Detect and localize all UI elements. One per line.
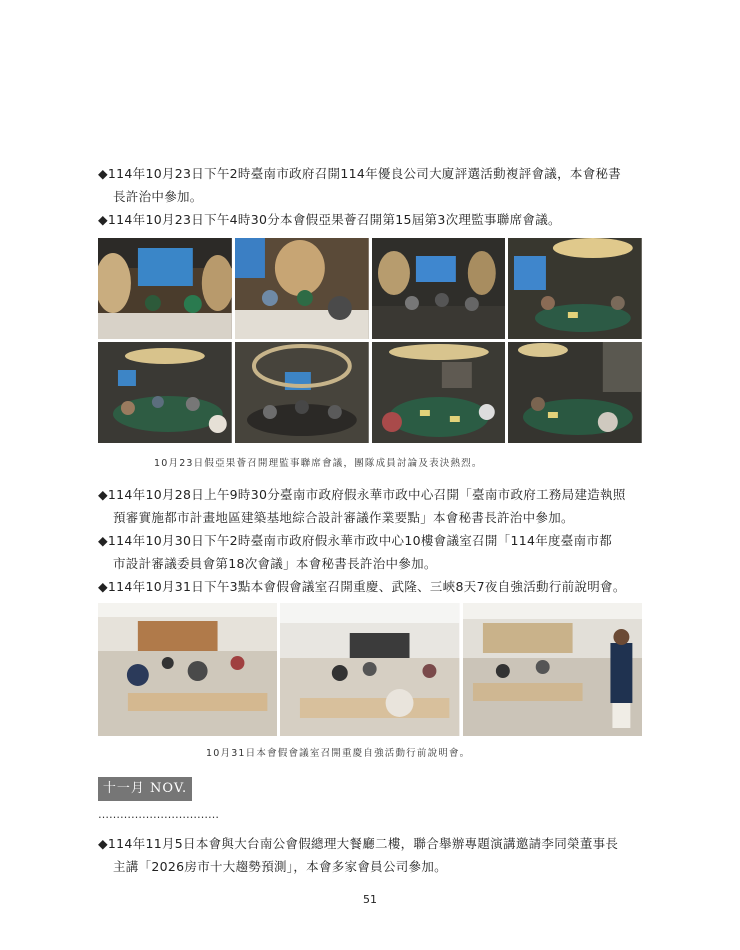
month-header: 十一月 NOV. [98, 777, 192, 801]
photo [280, 603, 459, 736]
photo [98, 342, 232, 443]
entry-oct23-council [98, 162, 658, 208]
entry-oct28-tainan-review [98, 483, 658, 529]
entry-line: ◆114年10月28日上午9時30分臺南市政府假永華市政中心召開「臺南市政府工務局建造執照 [98, 487, 626, 502]
photo [372, 238, 506, 339]
photo-caption: 10月31日本會假會議室召開重慶自強活動行前說明會。 [206, 748, 471, 759]
entry-line: ◆114年11月5日本會與大台南公會假總理大餐廳二樓，聯合舉辦專題演講邀請李同榮董事長 [98, 836, 619, 851]
photo [98, 603, 277, 736]
photo-caption: 10月23日假亞果薈召開理監事聯席會議，團隊成員討論及表決熱烈。 [154, 458, 483, 469]
entry-line: ◆114年10月31日下午3點本會假會議室召開重慶、武隆、三峽8天7夜自強活動行前說明會。 [98, 579, 626, 594]
section-divider: …………………………… [98, 808, 219, 821]
photo [508, 238, 642, 339]
entry-oct31-trip-briefing [98, 575, 658, 598]
photo [98, 238, 232, 339]
entry-line: ◆114年10月30日下午2時臺南市政府假永華市政中心10樓會議室召開「114年度臺南市都 [98, 533, 613, 548]
photo-grid-board-meeting [98, 238, 642, 443]
entry-oct30-urban-design [98, 529, 658, 575]
page-number: 51 [363, 893, 377, 906]
entry-line: ◆114年10月23日下午4時30分本會假亞果薈召開第15屆第3次理監事聯席會議。 [98, 212, 561, 227]
entry-line: 主講「2026房市十大趨勢預測」，本會多家會員公司參加。 [113, 859, 447, 874]
photo [235, 238, 369, 339]
entry-line: 市設計審議委員會第18次會議」本會秘書長許治中參加。 [113, 556, 437, 571]
entry-oct23-board-meeting [98, 208, 658, 231]
photo [235, 342, 369, 443]
entry-line: 長許治中參加。 [113, 189, 203, 204]
entry-nov5-seminar [98, 832, 658, 878]
photo [372, 342, 506, 443]
entry-line: 預審實施都市計畫地區建築基地綜合設計審議作業要點」本會秘書長許治中參加。 [113, 510, 574, 525]
photo-grid-trip-briefing [98, 603, 642, 736]
photo [463, 603, 642, 736]
photo [508, 342, 642, 443]
entry-line: ◆114年10月23日下午2時臺南市政府召開114年優良公司大廈評選活動複評會議，本會秘書 [98, 166, 622, 181]
